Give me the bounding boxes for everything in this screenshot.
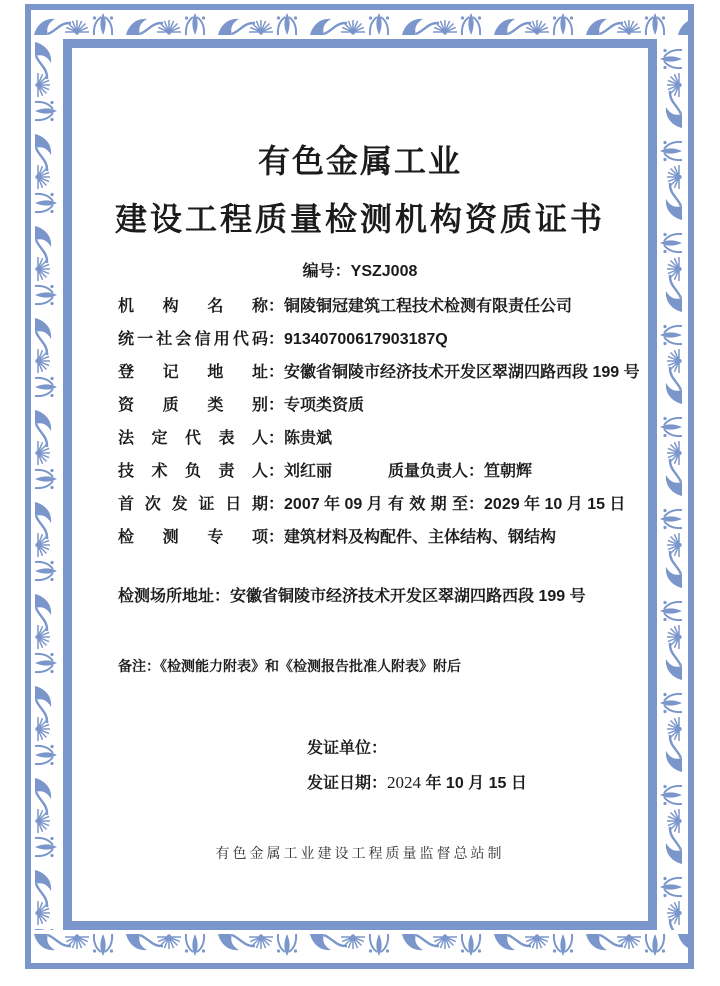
issue-date-colon: ： xyxy=(371,775,388,792)
serial-label: 编号 xyxy=(302,263,335,280)
field-rows xyxy=(118,290,648,554)
field-label: 机构名称 xyxy=(118,298,268,315)
issuing-unit-colon: ： xyxy=(371,740,388,757)
field-colon: ： xyxy=(468,496,485,513)
field-label: 登记地址 xyxy=(118,364,268,381)
site-colon: ： xyxy=(214,588,231,605)
issue-date-year: 2024 xyxy=(387,773,422,792)
ornament-border-right xyxy=(657,39,688,930)
field-row-legal-representative xyxy=(118,422,648,455)
field-colon: ： xyxy=(268,364,285,381)
serial-value: YSZJ008 xyxy=(350,263,418,280)
field-pair-valid-until xyxy=(388,488,625,521)
field-row-technical-manager xyxy=(118,455,648,488)
field-label: 技术负责人 xyxy=(118,463,268,480)
certificate-title-line2: 建设工程质量检测机构资质证书 xyxy=(114,201,605,237)
field-label: 法定代表人 xyxy=(118,430,268,447)
issue-date-line xyxy=(307,770,527,793)
field-label: 统一社会信用代码 xyxy=(118,331,268,348)
field-colon: ： xyxy=(268,529,285,546)
field-value: 91340700617903187Q xyxy=(284,331,448,348)
field-label: 资质类别 xyxy=(118,397,268,414)
field-value: 铜陵铜冠建筑工程技术检测有限责任公司 xyxy=(284,298,573,315)
remark-label: 备注 xyxy=(118,658,146,674)
floral-pattern-bottom-svg xyxy=(31,930,688,963)
field-value: 建筑材料及构配件、主体结构、钢结构 xyxy=(284,529,557,546)
site-value: 安徽省铜陵市经济技术开发区翠湖四路西段 199 号 xyxy=(230,588,586,605)
issuing-unit-label: 发证单位 xyxy=(307,740,372,757)
field-colon: ： xyxy=(268,397,285,414)
issue-date-rest: 年 10 月 15 日 xyxy=(421,775,527,792)
field-value: 刘红丽 xyxy=(284,463,333,480)
ornament-border-left xyxy=(31,39,63,930)
field-label: 检测专项 xyxy=(118,529,268,546)
serial-colon: ： xyxy=(334,263,351,280)
field-row-credit-code xyxy=(118,323,648,356)
certificate-title-line1: 有色金属工业 xyxy=(257,143,462,179)
field-colon: ： xyxy=(268,331,285,348)
field-value: 陈贵斌 xyxy=(284,430,333,447)
field-value2: 笪朝辉 xyxy=(484,463,533,480)
issuing-authority-footer: 有色金属工业建设工程质量监督总站制 xyxy=(215,846,505,862)
remark-line xyxy=(118,656,648,676)
field-value: 安徽省铜陵市经济技术开发区翠湖四路西段 199 号 xyxy=(284,364,640,381)
field-value: 专项类资质 xyxy=(284,397,365,414)
field-row-inspection-specialties xyxy=(118,521,648,554)
serial-number-line xyxy=(72,258,648,281)
field-label2: 有效期至 xyxy=(388,496,468,513)
ornament-border-bottom xyxy=(31,930,688,963)
field-row-first-issue-date xyxy=(118,488,648,521)
field-colon: ： xyxy=(268,463,285,480)
floral-pattern-right-svg xyxy=(657,39,688,930)
field-colon: ： xyxy=(468,463,485,480)
field-label: 首次发证日期 xyxy=(118,496,268,513)
field-colon: ： xyxy=(268,298,285,315)
floral-pattern-top-svg xyxy=(31,10,688,39)
field-row-org-name xyxy=(118,290,648,323)
field-label2: 质量负责人 xyxy=(388,463,469,480)
field-value2: 2029 年 10 月 15 日 xyxy=(484,496,626,513)
field-colon: ： xyxy=(268,430,285,447)
inspection-site-line xyxy=(118,587,660,607)
field-row-qualification-category xyxy=(118,389,648,422)
issue-date-label: 发证日期 xyxy=(307,775,372,792)
site-label: 检测场所地址 xyxy=(118,588,215,605)
floral-pattern-left-svg xyxy=(31,39,63,930)
field-value: 2007 年 09 月 xyxy=(284,496,383,513)
remark-colon: ： xyxy=(146,658,160,674)
field-pair-quality-manager xyxy=(388,455,532,488)
field-row-registered-address xyxy=(118,356,648,389)
field-colon: ： xyxy=(268,496,285,513)
remark-text: 《检测能力附表》和《检测报告批准人附表》附后 xyxy=(160,658,461,674)
issuing-unit-line xyxy=(307,735,387,758)
ornament-border-top xyxy=(31,10,688,39)
